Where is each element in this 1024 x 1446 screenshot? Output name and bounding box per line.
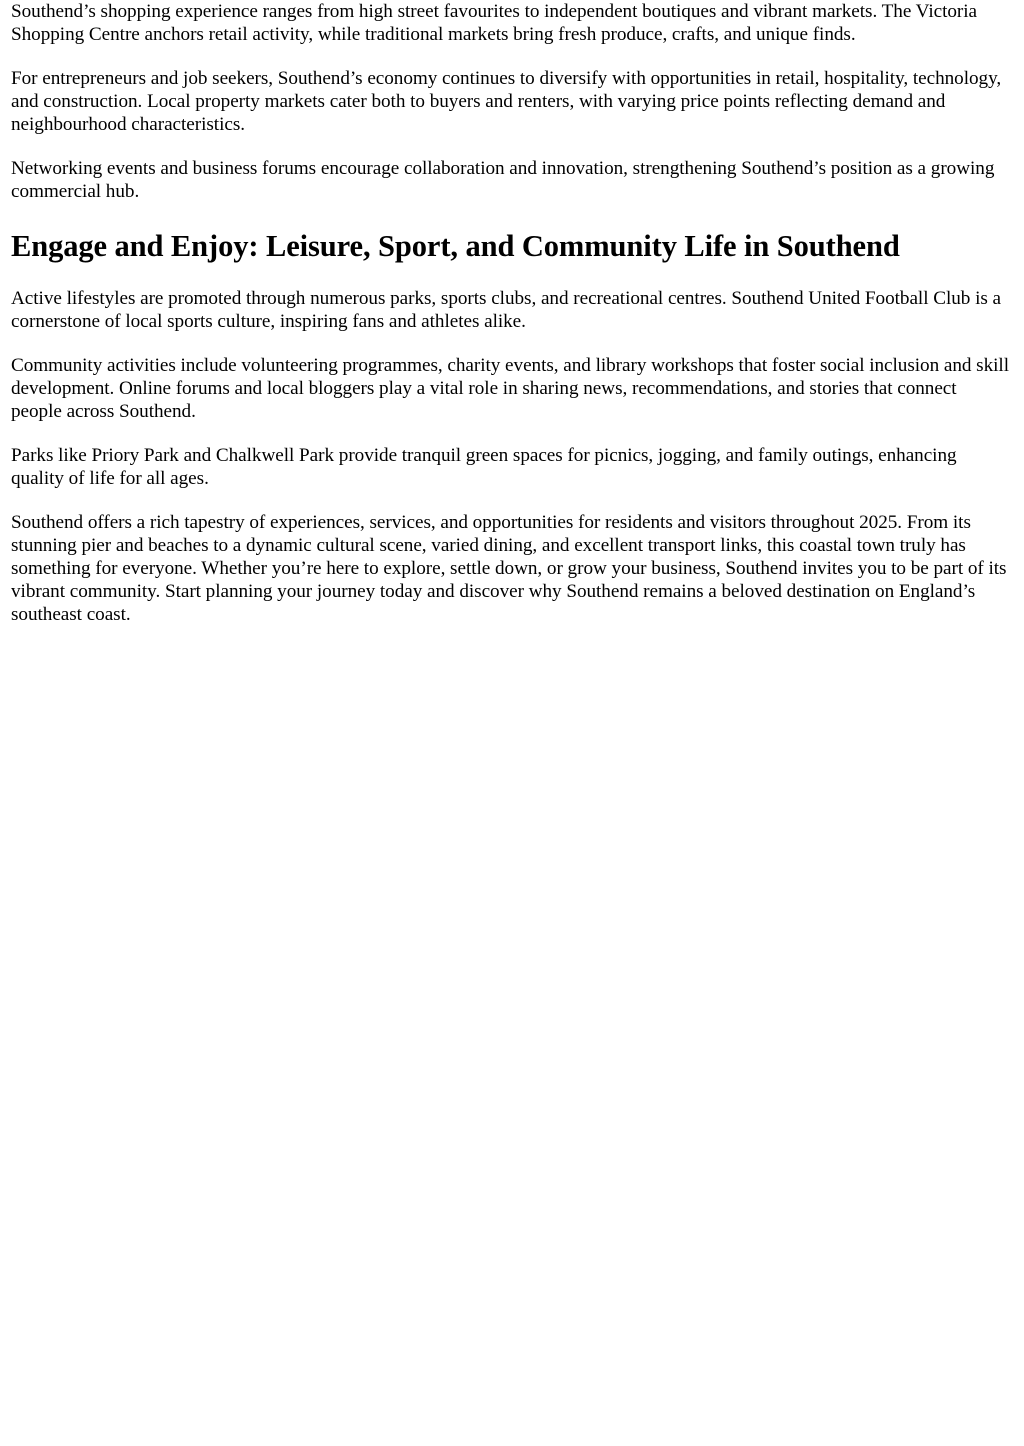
paragraph-community-activities: Community activities include volunteering programmes, charity events, and library workshops that foster social inclusion and skill development. Online forums and local bloggers play a vital role in sharing news, recommendations, and stories that connect people across Southend.	[11, 355, 1009, 422]
paragraph-conclusion: Southend offers a rich tapestry of experiences, services, and opportunities for residents and visitors throughout 2025. From its stunning pier and beaches to a dynamic cultural scene, varied dining, and excellent transport links, this coastal town truly has something for everyone. Whether you’re here to explore, settle down, or grow your business, Southend invites you to be part of its vibrant community. Start planning your journey today and discover why Southend remains a beloved destination on England’s southeast coast.	[11, 512, 1007, 625]
paragraph-active-lifestyles: Active lifestyles are promoted through numerous parks, sports clubs, and recreational centres. Southend United Football Club is a cornerstone of local sports culture, inspiring fans and athletes alike.	[11, 288, 1002, 332]
article-body	[11, 0, 1011, 647]
paragraph-economy: For entrepreneurs and job seekers, Southend’s economy continues to diversify with opportunities in retail, hospitality, technology, and construction. Local property markets cater both to buyers and renters, with varying price points reflecting demand and neighbourhood characteristics.	[11, 68, 1002, 135]
section-heading: Engage and Enjoy: Leisure, Sport, and Community Life in Southend	[11, 229, 900, 263]
paragraph-parks: Parks like Priory Park and Chalkwell Park provide tranquil green spaces for picnics, jogging, and family outings, enhancing quality of life for all ages.	[11, 445, 957, 489]
paragraph-shopping: Southend’s shopping experience ranges from high street favourites to independent boutiques and vibrant markets. The Victoria Shopping Centre anchors retail activity, while traditional markets bring fresh produce, crafts, and unique finds.	[11, 1, 977, 45]
paragraph-networking: Networking events and business forums encourage collaboration and innovation, strengthening Southend’s position as a growing commercial hub.	[11, 158, 995, 202]
